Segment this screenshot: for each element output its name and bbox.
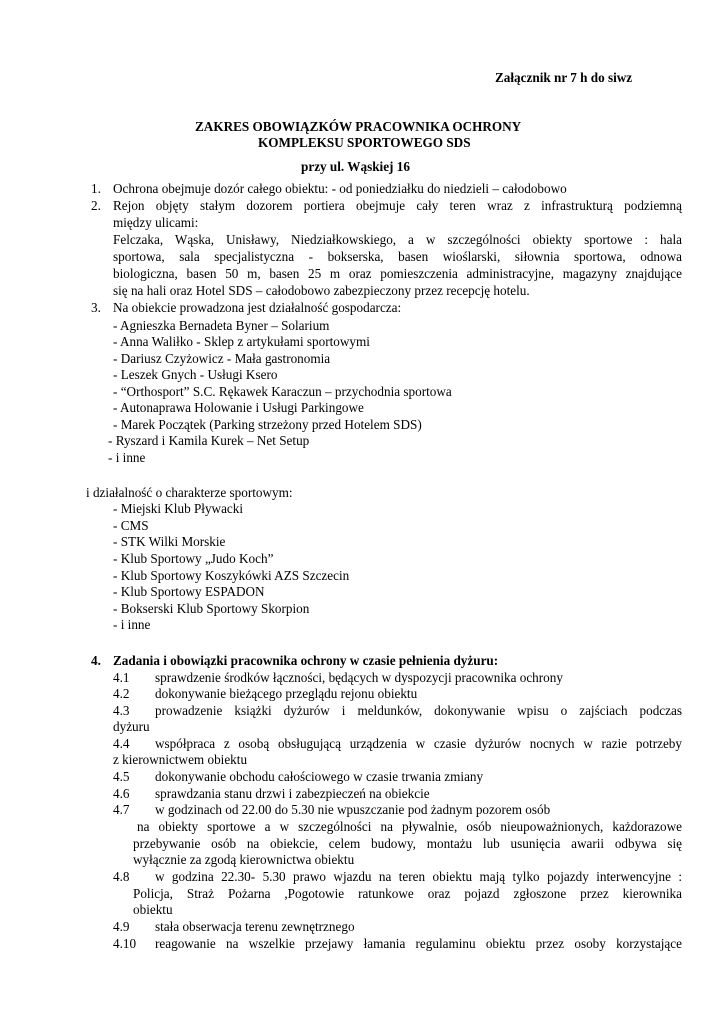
title-line-2: KOMPLEKSU SPORTOWEGO SDS [258,135,471,150]
subitem-number: 4.1 [113,670,130,685]
sport-club-item: - Miejski Klub Pływacki [113,501,244,516]
sport-club-item: - Klub Sportowy ESPADON [113,584,265,599]
business-item: - Autonaprawa Holowanie i Usługi Parkingowe [113,400,364,415]
subitem-text: w godzinach od 22.00 do 5.30 nie wpuszczanie pod żadnym pozorem osób [155,802,551,817]
sport-club-item: - STK Wilki Morskie [113,534,226,549]
item-1-text: Ochrona obejmuje dozór całego obiektu: - od poniedziałku do niedzieli – całodobowo [113,181,567,196]
subitem-continuation: obiektu [133,902,173,917]
subitem-text: sprawdzenie środków łączności, będących w dyspozycji pracownika ochrony [155,670,563,685]
sport-club-item: - Klub Sportowy Koszykówki AZS Szczecin [113,568,350,583]
sport-intro: i działalność o charakterze sportowym: [86,485,293,500]
subitem-continuation: na obiekty sportowe a w szczególności na pływalnie, osób nieupoważnionych, każdorazowe [137,819,682,834]
subitem-continuation: z kierownictwem obiektu [113,752,248,767]
subitem-text: współpraca z osobą obsługującą urządzenia w czasie dyżurów nocnych w razie potrzeby [155,736,682,751]
subitem-number: 4.9 [113,919,130,934]
sport-club-item: - i inne [113,617,151,632]
item-2-line-2: między ulicami: [113,215,199,230]
title-line-3: przy ul. Wąskiej 16 [301,159,410,174]
business-item: - Ryszard i Kamila Kurek – Net Setup [108,433,310,448]
business-item: - “Orthosport” S.C. Rękawek Karaczun – przychodnia sportowa [113,384,452,399]
business-item: - Anna Waliłko - Sklep z artykułami sportowymi [113,334,370,349]
sport-club-item: - Bokserski Klub Sportowy Skorpion [113,601,310,616]
item-2-line-5: biologiczna, basen 50 m, basen 25 m oraz pomieszczenia administracyjne, magazyny znajdujące [113,266,682,281]
item-2-line-1: Rejon objęty stałym dozorem portiera obejmuje cały teren wraz z infrastrukturą podziemną [113,198,682,213]
subitem-continuation: wyłącznie za zgodą kierownictwa obiektu [133,852,355,867]
subitem-text: dokonywanie obchodu całościowego w czasie trwania zmiany [155,769,484,784]
item-4-heading: Zadania i obowiązki pracownika ochrony w czasie pełnienia dyżuru: [113,653,499,668]
item-2-line-3: Felczaka, Wąska, Unisławy, Niedziałkowskiego, a w szczególności obiekty sportowe : hala [113,232,682,247]
business-item: - Dariusz Czyżowicz - Mała gastronomia [113,351,331,366]
business-item: - Marek Początek (Parking strzeżony przed Hotelem SDS) [113,417,422,432]
subitem-number: 4.10 [113,936,137,951]
subitem-continuation: Policja, Straż Pożarna ,Pogotowie ratunkowe oraz pojazd zgłoszone przez kierownika [133,886,682,901]
subitem-number: 4.6 [113,786,130,801]
subitem-text: sprawdzania stanu drzwi i zabezpieczeń na obiekcie [155,786,430,801]
business-item: - i inne [108,450,146,465]
subitem-number: 4.3 [113,703,130,718]
title-line-1: ZAKRES OBOWIĄZKÓW PRACOWNIKA OCHRONY [195,119,522,134]
item-2-line-4: sportowa, sala specjalistyczna - bokserska, basen wioślarski, siłownia sportowa, odnowa [113,249,682,264]
item-4-number: 4. [91,653,101,668]
subitem-number: 4.5 [113,769,130,784]
business-item: - Agnieszka Bernadeta Byner – Solarium [113,318,330,333]
subitem-number: 4.4 [113,736,130,751]
item-3-number: 3. [91,300,101,315]
subitem-number: 4.8 [113,869,130,884]
subitem-text: stała obserwacja terenu zewnętrznego [155,919,355,934]
subitem-continuation: przebywanie osób na obiekcie, celem budowy, montażu lub usunięcia awarii odbywa się [133,836,682,851]
subitem-number: 4.2 [113,686,130,701]
subitem-text: dokonywanie bieżącego przeglądu rejonu obiektu [155,686,418,701]
subitem-text: prowadzenie książki dyżurów i meldunków, dokonywanie wpisu o zajściach podczas [155,703,682,718]
subitem-number: 4.7 [113,802,130,817]
item-2-line-6: się na hali oraz Hotel SDS – całodobowo zabezpieczony przez recepcję hotelu. [113,283,530,298]
item-1-number: 1. [91,181,101,196]
attachment-label: Załącznik nr 7 h do siwz [495,70,633,85]
subitem-text: reagowanie na wszelkie przejawy łamania regulaminu obiektu przez osoby korzystające [155,936,682,951]
sport-club-item: - Klub Sportowy „Judo Koch” [113,551,274,566]
subitem-continuation: dyżuru [113,719,150,734]
sport-club-item: - CMS [113,518,149,533]
subitem-text: w godzina 22.30- 5.30 prawo wjazdu na teren obiektu mają tylko pojazdy interwencyjne : [155,869,682,884]
item-2-number: 2. [91,198,101,213]
business-item: - Leszek Gnych - Usługi Ksero [113,367,278,382]
item-3-intro: Na obiekcie prowadzona jest działalność gospodarcza: [113,300,402,315]
